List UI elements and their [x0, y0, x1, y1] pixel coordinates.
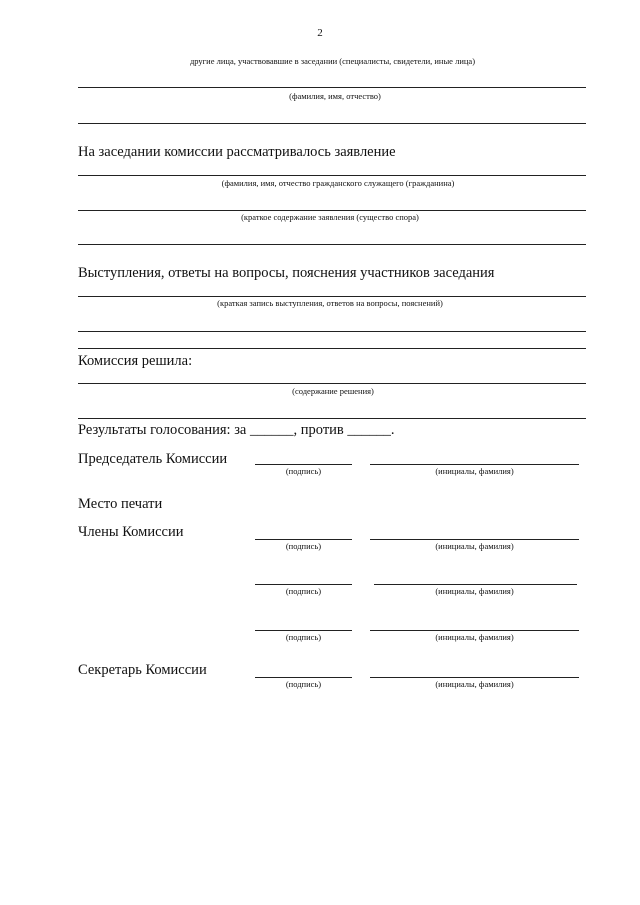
- member-3-signature-line: [255, 630, 352, 631]
- speeches-caption: (краткая запись выступления, ответов на вопросы, пояснений): [217, 298, 443, 308]
- member-2-signature-caption: (подпись): [285, 586, 322, 596]
- speeches-line-2: [78, 331, 586, 332]
- voting-line: [78, 422, 395, 439]
- member-2-initials-line: [374, 584, 577, 585]
- chairman-initials-line: [370, 464, 579, 465]
- secretary-label: Секретарь Комиссии: [78, 662, 207, 678]
- voting-for-blank: ______: [250, 422, 294, 438]
- member-2-signature-line: [255, 584, 352, 585]
- summary-line-2: [78, 244, 586, 245]
- secretary-initials-line: [370, 677, 579, 678]
- voting-against-label: , против: [293, 422, 344, 438]
- voting-end: .: [390, 422, 395, 438]
- speeches-line-3: [78, 348, 586, 349]
- member-1-signature-line: [255, 539, 352, 540]
- chairman-signature-line: [255, 464, 352, 465]
- member-1-initials-line: [370, 539, 579, 540]
- member-1-initials-caption: (инициалы, фамилия): [435, 541, 514, 551]
- decision-heading: Комиссия решила:: [78, 353, 193, 369]
- participants-line: [78, 87, 586, 88]
- secretary-signature-line: [255, 677, 352, 678]
- applicant-caption: (фамилия, имя, отчество гражданского служащего (гражданина): [221, 178, 455, 188]
- chairman-label: Председатель Комиссии: [78, 451, 228, 467]
- decision-line-2: [78, 418, 586, 419]
- secretary-initials-caption: (инициалы, фамилия): [435, 679, 514, 689]
- chairman-signature-caption: (подпись): [285, 466, 322, 476]
- fio-caption: (фамилия, имя, отчество): [289, 91, 381, 101]
- member-3-initials-line: [370, 630, 579, 631]
- summary-line: [78, 210, 586, 211]
- members-label: Члены Комиссии: [78, 524, 184, 540]
- page-number: 2: [317, 27, 323, 39]
- participants-caption: другие лица, участвовавшие в заседании (специалисты, свидетели, иные лица): [189, 56, 476, 66]
- voting-against-blank: ______: [347, 422, 391, 438]
- member-3-initials-caption: (инициалы, фамилия): [435, 632, 514, 642]
- secretary-signature-caption: (подпись): [285, 679, 322, 689]
- participants-line-2: [78, 123, 586, 124]
- applicant-line: [78, 175, 586, 176]
- seal-label: Место печати: [78, 496, 163, 512]
- voting-label: Результаты голосования: за: [78, 422, 247, 438]
- speeches-line: [78, 296, 586, 297]
- decision-caption: (содержание решения): [292, 386, 374, 396]
- chairman-initials-caption: (инициалы, фамилия): [435, 466, 514, 476]
- decision-line: [78, 383, 586, 384]
- member-3-signature-caption: (подпись): [285, 632, 322, 642]
- member-1-signature-caption: (подпись): [285, 541, 322, 551]
- member-2-initials-caption: (инициалы, фамилия): [435, 586, 514, 596]
- application-heading: На заседании комиссии рассматривалось заявление: [78, 144, 396, 160]
- speeches-heading: Выступления, ответы на вопросы, пояснения участников заседания: [78, 265, 495, 281]
- summary-caption: (краткое содержание заявления (существо спора): [241, 212, 419, 222]
